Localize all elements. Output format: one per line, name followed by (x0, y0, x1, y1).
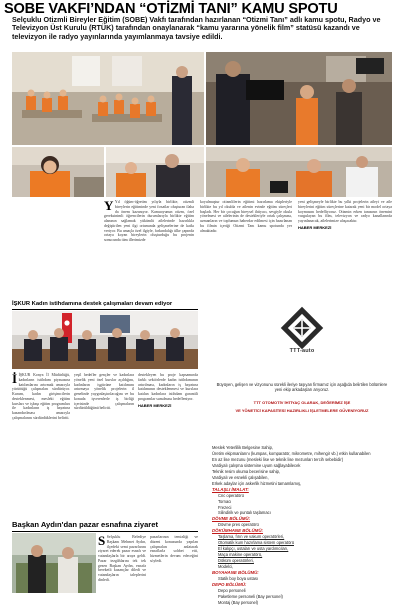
baskan-photo (12, 533, 96, 593)
baskan-col1-text: Selçuklu Belediye Başkanı Mehmet Aydın, ilçedeki semt pazarlarını ziyaret ederek pazar esnafı ve vatandaşlarla bir araya geldi. Pazar tezgâhlarını tek tek gezen Başkan Aydın, esnafa bereketli kazançlar diledi ve vatandaşların taleplerini dinledi. (98, 535, 146, 582)
baskan-title-rule (12, 531, 198, 532)
article1-column-2 (200, 200, 292, 295)
ad-list-line: DEPO BÖLÜMÜ: (212, 581, 247, 587)
ad-list-line: Maça makine operatörü, (218, 552, 263, 558)
article1-col3-text: yeni gelişmeyle birlikte bu yılki projelerin aileyi ve aile bireylerini eğitim süreçlerine katarak yeni bir model ortaya koymasını hedefliyoruz. Otizmin erken tanısının önemini vurgulayan bu film, televizyon ve radyo kanallarında yayınlanacak, ailelerimize ulaşacaktır. (298, 200, 392, 223)
ad-list-line: Statik boy boya ustası (218, 575, 259, 581)
ad-position-list (212, 445, 392, 606)
page-headline: SOBE VAKFI’NDAN “OTİZMİ TANI” KAMU SPOTU (4, 1, 338, 17)
ad-red-line-1: TTT OTOMOTİV İHTİYAÇ OLARAK, DEĞERİMİZ İŞE (253, 400, 351, 405)
ad-list-line: Taşlama, fırın ve vakum operatörleri, (218, 534, 285, 540)
iskur-col3-text: destekleyen bu proje kapsamında farklı sektörlerde kadın istihdamının artırılması, kadınların iş hayatına katılımının desteklenmesi ve kurslara katılan kadınlara istihdam garantili programlar sunulması hedefleniyor. (138, 373, 198, 401)
kids-tablet-photo (206, 147, 392, 197)
iskur-section-title: İŞKUR Kadın istihdamına destek çalışmaları devam ediyor (12, 301, 173, 307)
article1-column-3 (298, 200, 392, 295)
camera-crew-photo (206, 52, 392, 145)
iskur-column-1 (12, 373, 70, 508)
baskan-column-1 (98, 535, 146, 593)
ad-list-line: Paketleme personeli (Bay personel) (218, 593, 283, 599)
ad-list-line: Silindirik ve puntalı taşlamacı (218, 510, 271, 516)
ad-list-line: Cnc operatörü (218, 492, 244, 498)
iskur-title-rule (12, 309, 198, 310)
ad-list-line: Vardiyalı ve esnekli çalışabilen, (212, 474, 269, 480)
girl-photo (12, 147, 104, 197)
iskur-column-2 (74, 373, 134, 508)
ad-list-line: Frezeci (218, 504, 232, 510)
dropcap: Y (104, 198, 114, 213)
ad-list-line: El kalıpçı, ustaları ve usta yardımcıları, (218, 546, 289, 552)
ad-list-line: Meslek Yeterlilik Belgesine Sahip, (212, 445, 273, 450)
teacher-child-photo (106, 147, 204, 197)
baskan-dropcap: S (98, 533, 106, 548)
ad-list-line: Döküm operatörleri, (218, 558, 254, 564)
article1-col1-text: Yıl öğüm-öğretim yılıyla birlikte, otizmli bireylerin eğitiminde yeni fırsatlar oluşturan ilaha da önem kazanıyor. Kamuoyunun otizm, özel gereksinimli öğrencilerin durumlarıyla birlikte eğitim alanının sağlamak yükümlü ailelerinde hazırlıkla değiştirilen yeni ilgi ortamında gelişmelerine de katkı veriyor. Bu amaçla özel ilgiyle, farkındalığı ülke çapında ortaya koyan bireylerin oluşturduğu bu projenin sonucunda tüm illerimizde (104, 200, 194, 242)
article1-byline: HABER MERKEZİ (298, 224, 332, 230)
ad-list-line: Vardiyalı çalışma sistemine uyum sağlayabilecek (212, 462, 301, 468)
ad-list-line: Tornacı (218, 498, 232, 504)
ad-list-line: BOYAHANE BÖLÜMÜ: (212, 570, 259, 576)
iskur-column-3 (138, 373, 198, 508)
ad-list-line: Üretim ekipmanlarını (kumpas, komparatör, mikrometre, mihengir vb.) etkin kullanabilen (212, 450, 371, 456)
baskan-section-title: Başkan Aydın'dan pazar esnafına ziyaret (12, 520, 158, 529)
iskur-col2-text: yeşil hedefler gençler ve kadınlara yönelik yeni özel kurslar açıldığını, kadınların işgücüne katılımını artırmaya yönelik projelerin il genelinde yaygınlaştırılacağını ve bu konuda işverenlerle iş birliği içerisinde çalışmaların sürdürüldüğünü belirtti. (74, 373, 134, 411)
ad-list-line: Erkek adaylar için askerlik hizmetini tamamlamış, (212, 480, 302, 486)
article1-column-1 (104, 200, 194, 295)
iskur-dropcap: İ (12, 371, 18, 386)
ad-list-line: Teknik resim okuma becerisine sahip, (212, 468, 281, 474)
job-advertisement (206, 302, 394, 605)
iskur-meeting-photo (12, 311, 198, 369)
ad-list-line: Montaj (Bay personel) (218, 599, 259, 605)
iskur-byline: HABER MERKEZİ (138, 402, 172, 408)
lead-paragraph: Selçuklu Otizmli Bireyler Eğitim (SOBE) Vakfı tarafından hazırlanan “Otizmi Tanı” adlı kamu spotu, Radyo ve Televizyon Üst Kurulu (RTÜK) tarafından onaylanarak “kamu yararına yönelik film” statüsü kazandı ve televizyon ile radyo yayınlarında yayımlanmaya tavsiye edildi. (12, 15, 381, 41)
ad-list-line: DÖVME BÖLÜMÜ: (212, 516, 251, 522)
ad-list-line: Modelci, (218, 564, 234, 570)
ad-brand-name: TTT-auto (289, 348, 315, 354)
ad-intro: Büyüyen, gelişen ve vizyonunu sürekli ileriye taşıyan firmamız için aşağıda belirtilen bölümlere yeni ekip arkadaşları arıyoruz. (216, 382, 388, 392)
iskur-col1-text: İŞKUR Konya İl Müdürlüğü, kadınların istihdam piyasasına katılımlarını artırmak amacıyla yürüttüğü çalışmaları sürdürüyor. Kurum, kadın girişimcilerin desteklenmesi, mesleki eğitim kursları ve işbaşı eğitim programları ile kadınların iş hayatına kazandırılması amacıyla çalışmalarını sürdürdüklerini belirtti. (12, 373, 70, 420)
ad-list-line: Depo personeli (218, 587, 246, 593)
ad-red-line-2: VE YÖNETİCİ KAPASİTESİ HAZIRLIKLI İŞLETMELERE GÜVENİYORUZ (235, 408, 369, 413)
ad-list-line: TALAŞLI İMALAT: (212, 486, 249, 492)
baskan-column-2 (150, 535, 198, 593)
ad-list-line: Dövme pres operatörü (218, 522, 259, 528)
ttt-auto-logo-icon (284, 310, 320, 346)
ad-list-line: En az lise mezunu (mesleki lise ve teknik lise mezunları tercih sebebidir) (212, 456, 344, 462)
article1-col2-text: koyulmuştur otizmlilerin eğitimi hazırlama ekipleriyle birlikte bu yıl okulda ve ailenin evinde eğitim süreçleri başladı. Her bir çocuğun bireysel ihtiyacı, sevgiyle okula yönelmesi ve ailelerinin de destekleriyle ortak çalışması, uzmanların ve toplumun haberdar edilmesi için hazırlanan bu filmin içeriği Otizmi Tanı kamu spotunda yer almaktadır. (200, 200, 292, 233)
ad-list-line: DÖKÜMHANE BÖLÜMÜ: (212, 528, 263, 534)
baskan-col2-text: pazarlarının temizliği ve düzeni konusunda yapılan çalışmaları anlatarak esnaflarla sohbet etti, hizmetlerin devam edeceğini söyledi. (150, 535, 198, 563)
ad-list-line: Otomatik kum hazırlama sistem operatörü (218, 540, 294, 546)
classroom-photo (12, 52, 204, 145)
